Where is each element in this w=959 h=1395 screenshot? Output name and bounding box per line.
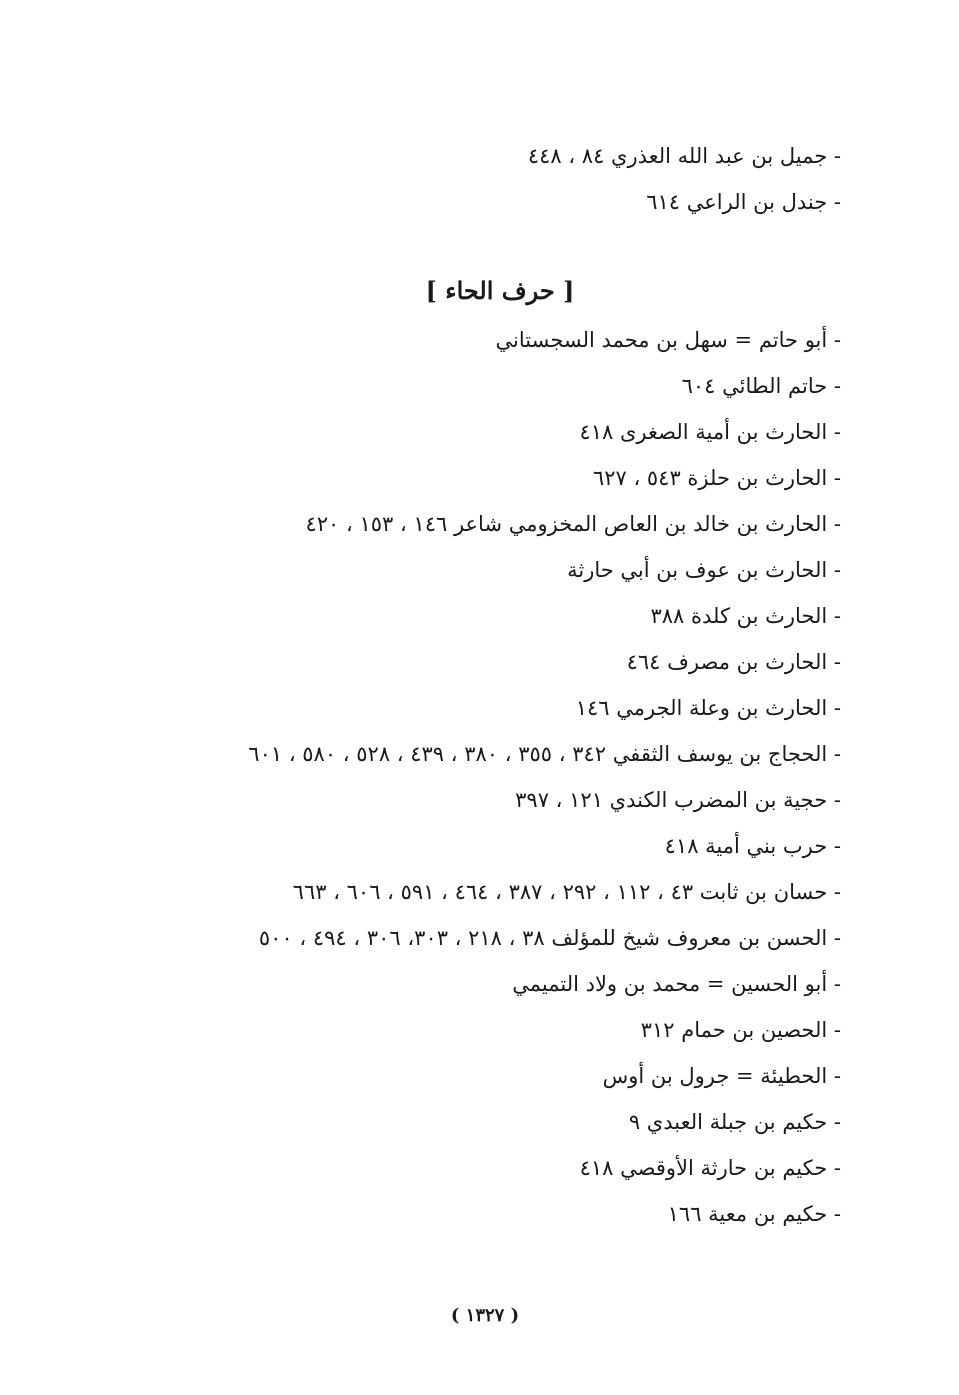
index-entry: - الحارث بن مصرف ٤٦٤ xyxy=(626,650,841,674)
index-entry: - الحارث بن خالد بن العاص المخزومي شاعر ١٤٦ ، ١٥٣ ، ٤٢٠ xyxy=(305,512,841,536)
index-entry: - أبو الحسين = محمد بن ولاد التميمي xyxy=(512,972,841,996)
index-entry: - الحارث بن عوف بن أبي حارثة xyxy=(567,558,841,582)
index-entry: - الحارث بن وعلة الجرمي ١٤٦ xyxy=(575,696,841,720)
index-entry: - الحطيئة = جرول بن أوس xyxy=(602,1064,841,1088)
index-entry: - الحارث بن حلزة ٥٤٣ ، ٦٢٧ xyxy=(592,466,841,490)
index-entry: - أبو حاتم = سهل بن محمد السجستاني xyxy=(495,328,841,352)
index-entry: - الحارث بن أمية الصغرى ٤١٨ xyxy=(579,420,841,444)
index-entry: - الحصين بن حمام ٣١٢ xyxy=(640,1018,841,1042)
page-number: ( ١٣٢٧ ) xyxy=(450,1305,520,1326)
index-entry: - جندل بن الراعي ٦١٤ xyxy=(646,190,841,214)
section-heading: [ حرف الحاء ] xyxy=(425,276,575,305)
index-entry: - حكيم بن جبلة العبدي ٩ xyxy=(628,1110,841,1134)
index-list-previous-letter xyxy=(81,133,841,225)
index-entry: - الحسن بن معروف شيخ للمؤلف ٣٨ ، ٢١٨ ، ٣٠٣، ٣٠٦ ، ٤٩٤ ، ٥٠٠ xyxy=(258,926,841,950)
index-entry: - حرب بني أمية ٤١٨ xyxy=(664,834,841,858)
index-entry: - الحجاج بن يوسف الثقفي ٣٤٢ ، ٣٥٥ ، ٣٨٠ ، ٤٣٩ ، ٥٢٨ ، ٥٨٠ ، ٦٠١ xyxy=(248,742,841,766)
index-list-letter-haa xyxy=(81,317,841,1237)
index-entry: - حجية بن المضرب الكندي ١٢١ ، ٣٩٧ xyxy=(515,788,841,812)
index-entry: - حكيم بن حارثة الأوقصي ٤١٨ xyxy=(579,1156,841,1180)
index-entry: - حسان بن ثابت ٤٣ ، ١١٢ ، ٢٩٢ ، ٣٨٧ ، ٤٦٤ ، ٥٩١ ، ٦٠٦ ، ٦٦٣ xyxy=(292,880,841,904)
index-entry: - حكيم بن معية ١٦٦ xyxy=(667,1202,841,1226)
index-entry: - جميل بن عبد الله العذري ٨٤ ، ٤٤٨ xyxy=(527,144,841,168)
index-entry: - حاتم الطائي ٦٠٤ xyxy=(681,374,841,398)
index-entry: - الحارث بن كلدة ٣٨٨ xyxy=(650,604,841,628)
